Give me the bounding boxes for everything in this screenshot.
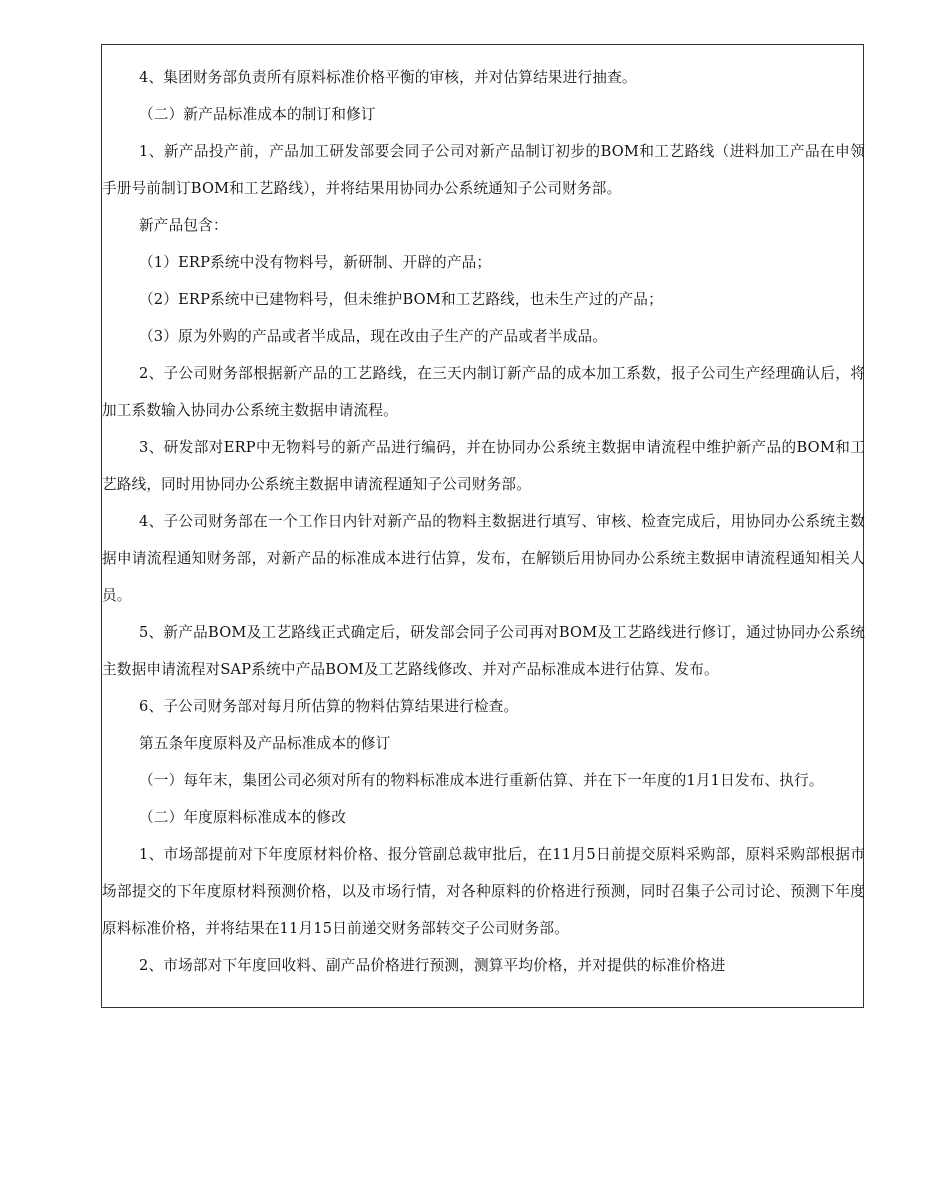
document-frame <box>101 44 864 1008</box>
section-heading-annual-raw-material: （二）年度原料标准成本的修改 <box>139 809 347 826</box>
paragraph-processing-coefficient: 2、子公司财务部根据新产品的工艺路线，在三天内制订新产品的成本加工系数，报子公司生产经理确认后，将加工系数输入协同办公系统主数据申请流程。 <box>102 365 865 419</box>
paragraph-year-end-estimate: （一）每年末，集团公司必须对所有的物料标准成本进行重新估算、并在下一年度的1月1日发布、执行。 <box>139 772 824 789</box>
list-item-no-material-number: （1）ERP系统中没有物料号，新研制、开辟的产品； <box>139 254 492 271</box>
paragraph-market-price-forecast: 1、市场部提前对下年度原材料价格、报分管副总裁审批后，在11月5日前提交原料采购部，原料采购部根据市场部提交的下年度原材料预测价格，以及市场行情，对各种原料的价格进行预测，同时召集子公司讨论、预测下年度原料标准价格，并将结果在11月15日前递交财务部转交子公司财务部。 <box>102 846 865 937</box>
paragraph-audit-raw-material-prices: 4、集团财务部负责所有原料标准价格平衡的审核，并对估算结果进行抽查。 <box>139 69 637 86</box>
document-body <box>102 59 865 984</box>
paragraph-bom-revision: 5、新产品BOM及工艺路线正式确定后，研发部会同子公司再对BOM及工艺路线进行修订，通过协同办公系统主数据申请流程对SAP系统中产品BOM及工艺路线修改、并对产品标准成本进行估算、发布。 <box>102 624 865 678</box>
paragraph-rd-encoding: 3、研发部对ERP中无物料号的新产品进行编码，并在协同办公系统主数据申请流程中维护新产品的BOM和工艺路线，同时用协同办公系统主数据申请流程通知子公司财务部。 <box>102 439 865 493</box>
paragraph-monthly-check: 6、子公司财务部对每月所估算的物料估算结果进行检查。 <box>139 698 519 715</box>
section-heading-new-product-standard-cost: （二）新产品标准成本的制订和修订 <box>139 106 376 123</box>
list-item-previously-purchased: （3）原为外购的产品或者半成品，现在改由子生产的产品或者半成品。 <box>139 328 608 345</box>
list-item-no-bom-maintained: （2）ERP系统中已建物料号，但未维护BOM和工艺路线，也未生产过的产品； <box>139 291 663 308</box>
paragraph-master-data-review: 4、子公司财务部在一个工作日内针对新产品的物料主数据进行填写、审核、检查完成后，用协同办公系统主数据申请流程通知财务部，对新产品的标准成本进行估算，发布，在解锁后用协同办公系统主数据申请流程通知相关人员。 <box>102 513 865 604</box>
paragraph-recycled-material-forecast: 2、市场部对下年度回收料、副产品价格进行预测，测算平均价格，并对提供的标准价格进 <box>139 957 726 974</box>
article-heading-annual-revision: 第五条年度原料及产品标准成本的修订 <box>139 735 391 752</box>
paragraph-new-product-bom: 1、新产品投产前，产品加工研发部要会同子公司对新产品制订初步的BOM和工艺路线（进料加工产品在申领手册号前制订BOM和工艺路线），并将结果用协同办公系统通知子公司财务部。 <box>102 143 865 197</box>
paragraph-new-product-includes: 新产品包含： <box>139 217 228 234</box>
